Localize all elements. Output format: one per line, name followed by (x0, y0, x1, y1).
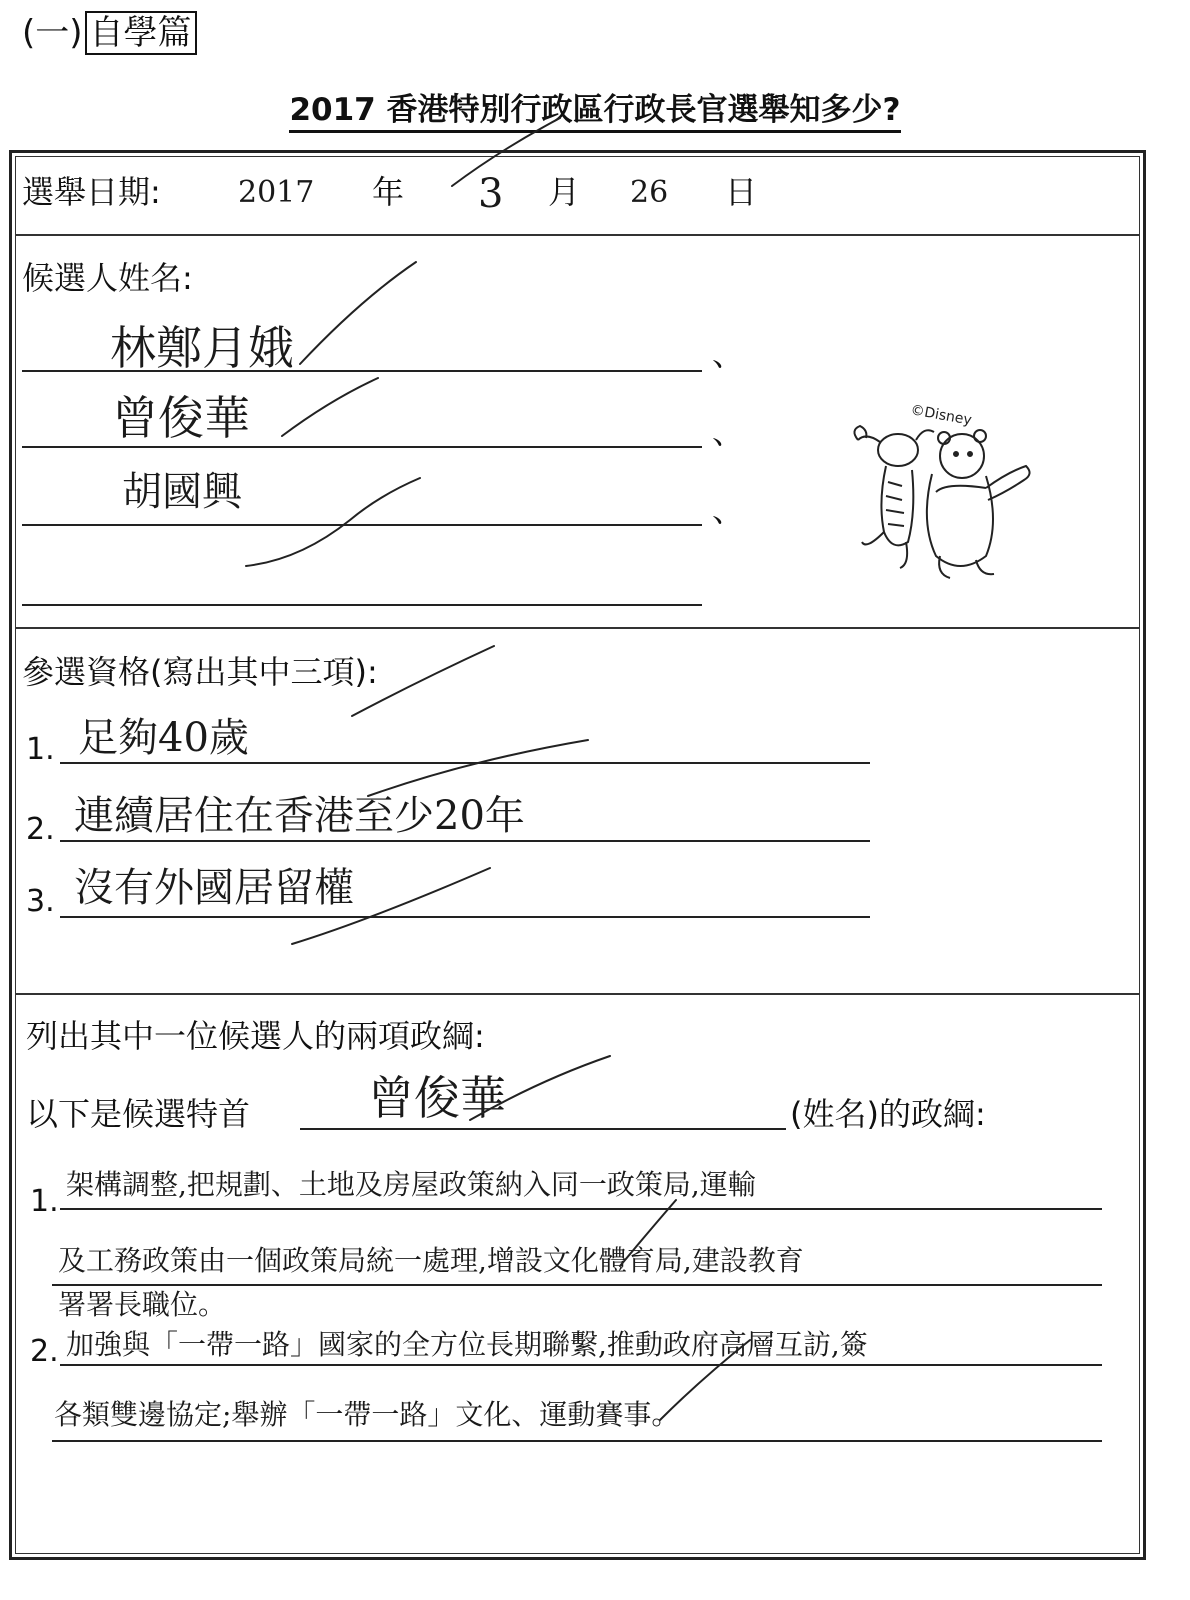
section-prefix: (一) (22, 13, 83, 53)
stamp-copyright: ©Disney (909, 402, 973, 429)
title-text: 2017 香港特別行政區行政長官選舉知多少? (289, 92, 900, 133)
platform-item1-line-1: 架構調整,把規劃、土地及房屋政策納入同一政策局,運輸 (66, 1168, 756, 1201)
platform-intro-suffix: (姓名)的政綱: (790, 1095, 986, 1133)
qualification-line-2 (60, 840, 870, 842)
platform-item2-line-1: 加強與「一帶一路」國家的全方位長期聯繫,推動政府高層互訪,簽 (66, 1328, 868, 1361)
candidate-line-2 (22, 446, 702, 448)
divider-qualifications (16, 993, 1139, 995)
section-heading (22, 8, 197, 58)
platform-candidate-name: 曾俊華 (368, 1071, 506, 1125)
platform-item2-rule-2 (52, 1440, 1102, 1442)
divider-date (16, 234, 1139, 236)
platform-item-num-2: 2. (30, 1334, 59, 1369)
platform-item1-line-3: 署署長職位。 (58, 1288, 227, 1321)
candidate-separator-1: 、 (712, 335, 745, 373)
qualification-line-1 (60, 762, 870, 764)
month-unit: 月 (548, 173, 581, 211)
day-unit: 日 (725, 173, 758, 211)
qualification-num-1: 1. (26, 732, 55, 767)
qualification-num-3: 3. (26, 884, 55, 919)
worksheet-title (0, 88, 1190, 132)
platform-item1-line-2: 及工務政策由一個政策局統一處理,增設文化體育局,建設教育 (58, 1244, 804, 1277)
qualification-text-2: 連續居住在香港至少20年 (74, 793, 525, 839)
candidate-line-1 (22, 370, 702, 372)
election-year: 2017 (238, 175, 315, 210)
candidate-name-1: 林鄭月娥 (110, 321, 294, 375)
section-name-box: 自學篇 (85, 11, 197, 55)
platform-item2-rule-1 (60, 1364, 1102, 1366)
platform-intro-prefix: 以下是候選特首 (26, 1095, 251, 1133)
candidate-name-2: 曾俊華 (112, 391, 250, 445)
platform-item-num-1: 1. (30, 1184, 59, 1219)
election-month: 3 (478, 171, 504, 217)
election-date-label: 選舉日期: (22, 173, 161, 211)
candidate-name-3: 胡國興 (122, 469, 242, 515)
qualification-text-3: 沒有外國居留權 (74, 865, 354, 911)
qualification-text-1: 足夠40歲 (78, 715, 249, 761)
year-unit: 年 (372, 173, 405, 211)
stamp-illustration-icon (836, 392, 1046, 592)
qualifications-label: 參選資格(寫出其中三項): (22, 653, 378, 691)
candidate-separator-3: 、 (712, 491, 745, 529)
platform-name-line (300, 1128, 786, 1130)
candidate-line-4 (22, 604, 702, 606)
election-day: 26 (630, 175, 669, 210)
candidates-label: 候選人姓名: (22, 259, 193, 297)
tigger-and-pooh-stamp (836, 392, 1046, 592)
platform-label: 列出其中一位候選人的兩項政綱: (26, 1017, 485, 1055)
divider-candidates (16, 627, 1139, 629)
platform-item2-line-2: 各類雙邊協定;舉辦「一帶一路」文化、運動賽事。 (54, 1398, 680, 1431)
qualification-line-3 (60, 916, 870, 918)
platform-item1-rule-1 (60, 1208, 1102, 1210)
candidate-separator-2: 、 (712, 413, 745, 451)
candidate-line-3 (22, 524, 702, 526)
qualification-num-2: 2. (26, 812, 55, 847)
